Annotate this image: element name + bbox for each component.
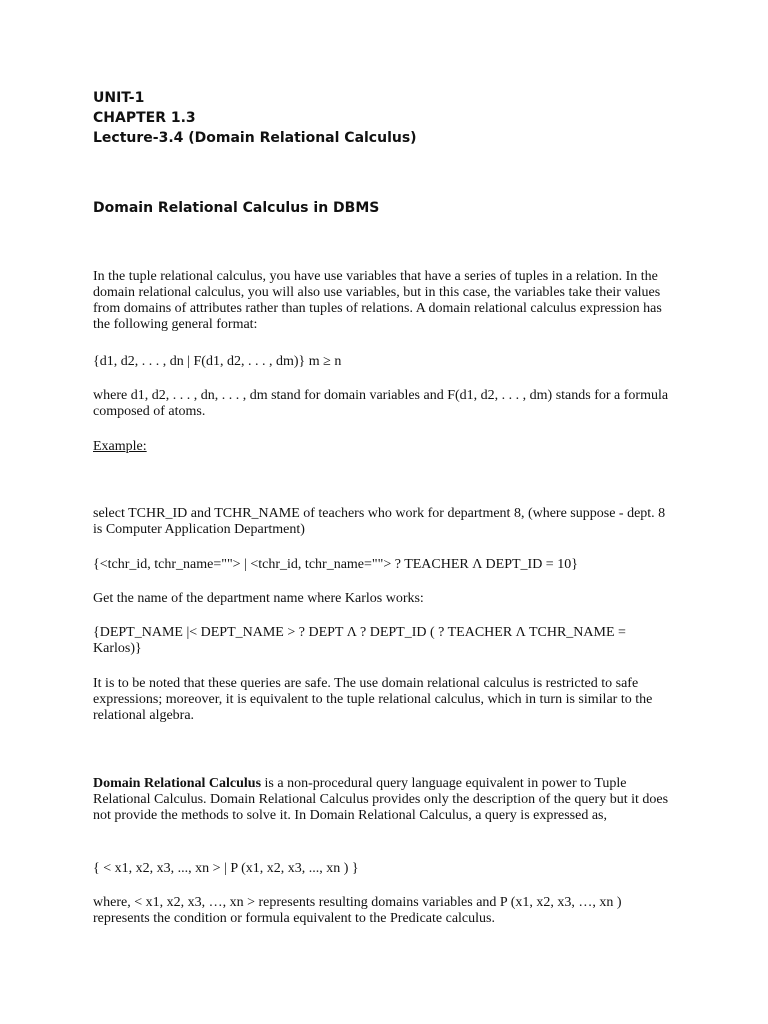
- document-header: [93, 88, 417, 148]
- definition-paragraph: [93, 776, 678, 824]
- where-predicate-paragraph: where, < x1, x2, x3, …, xn > represents resulting domains variables and P (x1, x2, x3, …, xn ) represents the condition or formula equivalent to the Predicate calculus.: [93, 895, 622, 926]
- query1-description: select TCHR_ID and TCHR_NAME of teachers who work for department 8, (where suppose - dept. 8 is Computer Application Department): [93, 506, 666, 537]
- intro-paragraph: In the tuple relational calculus, you have use variables that have a series of tuples in a relation. In the domain relational calculus, you will also use variables, but in this case, the variables take their values from domains of attributes rather than tuples of relations. A domain relational calculus expression has the following general format:: [93, 269, 662, 332]
- unit-label: UNIT-1: [93, 90, 145, 106]
- example-label: Example:: [93, 439, 147, 454]
- query1-expression: {<tchr_id, tchr_name=""> | <tchr_id, tchr_name=""> ? TEACHER Λ DEPT_ID = 10}: [93, 557, 578, 572]
- definition-text: is a non-procedural query language equivalent in power to Tuple Relational Calculus. Domain Relational Calculus provides only the description of the query but it does not provide the methods to solve it. In Domain Relational Calculus, a query is expressed as,: [93, 776, 669, 823]
- safety-note-paragraph: It is to be noted that these queries are safe. The use domain relational calculus is restricted to safe expressions; moreover, it is equivalent to the tuple relational calculus, which in turn is similar to the relational algebra.: [93, 676, 653, 723]
- chapter-label: CHAPTER 1.3: [93, 110, 196, 126]
- general-format-expression: {d1, d2, . . . , dn | F(d1, d2, . . . , dm)} m ≥ n: [93, 354, 342, 369]
- lecture-title: Lecture-3.4 (Domain Relational Calculus): [93, 130, 417, 146]
- query2-expression: {DEPT_NAME |< DEPT_NAME > ? DEPT Λ ? DEPT_ID ( ? TEACHER Λ TCHR_NAME = Karlos)}: [93, 625, 626, 656]
- query-form-expression: { < x1, x2, x3, ..., xn > | P (x1, x2, x3, ..., xn ) }: [93, 861, 359, 876]
- definition-term: Domain Relational Calculus: [93, 776, 262, 791]
- query2-description: Get the name of the department name where Karlos works:: [93, 591, 424, 606]
- section-title: Domain Relational Calculus in DBMS: [93, 200, 380, 216]
- where-variables-paragraph: where d1, d2, . . . , dn, . . . , dm stand for domain variables and F(d1, d2, . . . , dm) stands for a formula composed of atoms.: [93, 388, 669, 419]
